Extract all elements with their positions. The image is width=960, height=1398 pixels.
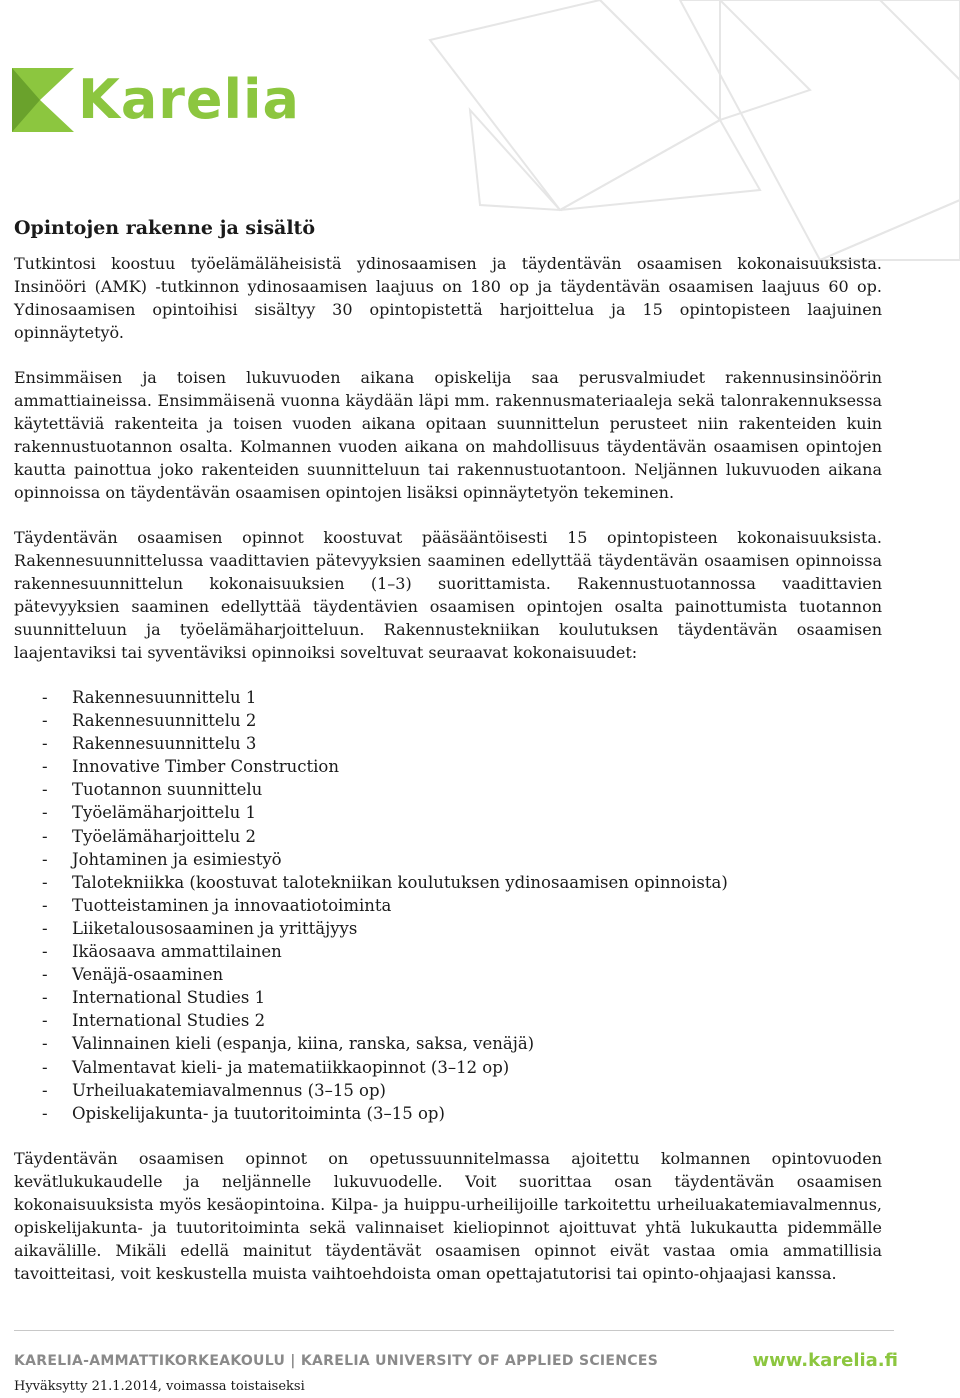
list-item: - Johtaminen ja esimiestyö	[42, 849, 282, 869]
list-item: - Innovative Timber Construction	[42, 757, 339, 777]
list-item: - Valmentavat kieli- ja matematiikkaopinnot (3–12 op)	[42, 1057, 510, 1077]
list-item: - Rakennesuunnittelu 3	[42, 734, 257, 754]
footer-divider	[14, 1330, 894, 1331]
paragraph-intro: Tutkintosi koostuu työelämäläheisistä ydinosaamisen ja täydentävän osaamisen kokonaisuuksista. Insinööri (AMK) -tutkinnon ydinosaamisen laajuus on 180 op ja täydentävän osaamisen laajuus 60 op. Ydinosaamisen opintoihisi sisältyy 30 opintopistettä harjoittelua ja 15 opintopisteen laajuinen opinnäytetyö.	[14, 254, 882, 342]
list-item: - Tuotannon suunnittelu	[42, 780, 263, 800]
logo-wordmark: Karelia	[78, 68, 300, 131]
list-item: - Työelämäharjoittelu 1	[42, 803, 256, 823]
list-item: - Venäjä-osaaminen	[42, 965, 224, 985]
list-item: - Opiskelijakunta- ja tuutoritoiminta (3–15 op)	[42, 1103, 445, 1123]
list-item: - Talotekniikka (koostuvat talotekniikan koulutuksen ydinosaamisen opinnoista)	[42, 872, 728, 892]
paragraph-supplementary: Täydentävän osaamisen opinnot koostuvat pääsääntöisesti 15 opintopisteen kokonaisuuksista. Rakennesuunnittelussa vaadittavien pätevyyksien saaminen edellyttää täydentävän osaamisen opinnoissa rakennesuunnittelun kokonaisuuksien (1–3) suorittamista. Rakennustuotannossa vaadittavien pätevyyksien saaminen edellyttää täydentävien osaamisen opintojen osalta painottumista tuotannon suunnitteluun ja työelämäharjoitteluun. Rakennustekniikan koulutuksen täydentävän osaamisen laajentaviksi tai syventäviksi opinnoiksi soveltuvat seuraavat kokonaisuudet:	[14, 528, 882, 662]
list-item: - Rakennesuunnittelu 2	[42, 711, 257, 731]
paragraph-closing: Täydentävän osaamisen opinnot on opetussuunnitelmassa ajoitettu kolmannen opintovuoden kevätlukukaudelle ja neljännelle lukuvuodelle. Voit suorittaa osan täydentävän osaamisen kokonaisuuksista myös kesäopintoina. Kilpa- ja huippu-urheilijoille tarkoitettu urheiluakatemiavalmennus, opiskelijakunta- ja tuutoritoiminta sekä valinnaiset kieliopinnot ajoittuvat yhtä lukukautta pidemmälle aikavälille. Mikäli edellä mainitut täydentävät osaamisen opinnot eivät vastaa omia ammatillisia tavoitteitasi, voit keskustella muista vaihtoehdoista oman opettajatutorisi tai opinto-ohjaajasi kanssa.	[14, 1148, 882, 1283]
list-item: - Urheiluakatemiavalmennus (3–15 op)	[42, 1080, 386, 1100]
list-item: - International Studies 1	[42, 988, 266, 1008]
validity-note: Hyväksytty 21.1.2014, voimassa toistaiseksi	[14, 1379, 305, 1394]
karelia-logo	[12, 68, 300, 132]
list-item: - Työelämäharjoittelu 2	[42, 826, 256, 846]
karelia-logo-mark-icon	[12, 68, 74, 132]
supplementary-modules-list	[14, 686, 882, 1125]
document-body	[14, 214, 882, 1307]
footer-institution: KARELIA-AMMATTIKORKEAKOULU | KARELIA UNIVERSITY OF APPLIED SCIENCES	[14, 1353, 659, 1369]
footer-website: www.karelia.fi	[752, 1350, 898, 1371]
list-item: - Valinnainen kieli (espanja, kiina, ranska, saksa, venäjä)	[42, 1034, 535, 1054]
list-item: - Liiketalousosaaminen ja yrittäjyys	[42, 918, 358, 938]
list-item: - Tuotteistaminen ja innovaatiotoiminta	[42, 895, 392, 915]
list-item: - Rakennesuunnittelu 1	[42, 688, 257, 707]
paragraph-study-years: Ensimmäisen ja toisen lukuvuoden aikana opiskelija saa perusvalmiudet rakennusinsinöörin ammattiaineissa. Ensimmäisenä vuonna käydään läpi mm. rakennusmateriaaleja sekä talonrakennuksessa käytettäviä rakenteita ja toisen vuoden aikana opitaan suunnittelun perusteet niin rakenteiden kuin rakennustuotannon osalta. Kolmannen vuoden aikana on mahdollisuus täydentävän osaamisen opintojen kautta painottua joko rakenteiden suunnitteluun tai rakennustuotantoon. Neljännen lukuvuoden aikana opinnoissa on täydentävän osaamisen opintojen lisäksi opinnäytetyön tekeminen.	[14, 368, 882, 502]
page-title: Opintojen rakenne ja sisältö	[14, 217, 316, 239]
list-item: - International Studies 2	[42, 1011, 266, 1031]
list-item: - Ikäosaava ammattilainen	[42, 942, 282, 962]
